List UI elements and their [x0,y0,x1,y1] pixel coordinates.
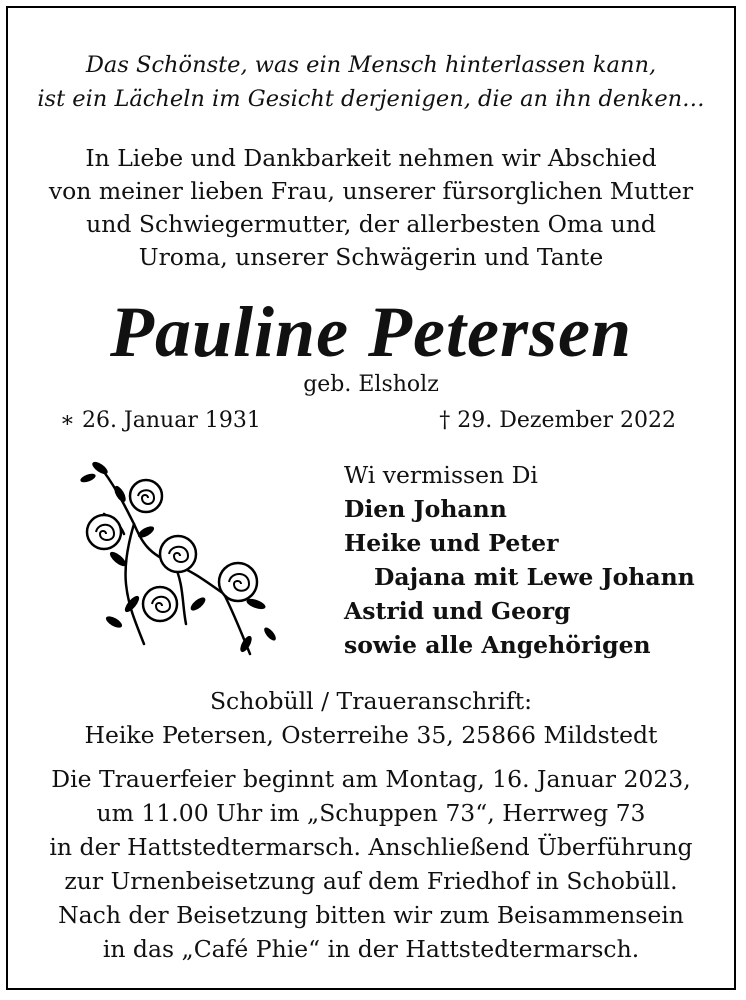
rose-branch-icon [74,454,284,664]
farewell-intro [8,142,734,274]
intro-line: In Liebe und Dankbarkeit nehmen wir Abschied [85,144,657,172]
family-signatures [344,458,695,662]
ceremony-line: zur Urnenbeisetzung auf dem Friedhof in Schobüll. [64,867,678,895]
birth-date: ∗ 26. Januar 1931 [60,408,261,433]
motto-quote [8,48,734,116]
obituary-notice [6,6,736,990]
family-member: sowie alle Angehörigen [344,631,651,659]
ceremony-line: Die Trauerfeier beginnt am Montag, 16. Januar 2023, [51,765,691,793]
family-member: Dajana mit Lewe Johann [374,563,695,591]
funeral-details [8,762,734,898]
intro-line: von meiner lieben Frau, unserer fürsorglichen Mutter [48,177,694,205]
mourning-address [8,684,734,752]
gathering-details [8,898,734,966]
gathering-line: in das „Café Phie“ in der Hattstedtermarsch. [102,935,640,963]
family-heading: Wi vermissen Di [344,461,538,489]
motto-line: ist ein Lächeln im Gesicht derjenigen, die an ihn denken… [37,86,705,112]
family-member: Heike und Peter [344,529,559,557]
address-line: Schobüll / Traueranschrift: [209,687,533,715]
family-member: Dien Johann [344,495,507,523]
family-member: Astrid und Georg [344,597,571,625]
ceremony-line: in der Hattstedtermarsch. Anschließend Überführung [49,833,693,861]
death-date: † 29. Dezember 2022 [439,408,676,433]
address-line: Heike Petersen, Osterreihe 35, 25866 Mildstedt [84,721,658,749]
gathering-line: Nach der Beisetzung bitten wir zum Beisammensein [58,901,684,929]
intro-line: Uroma, unserer Schwägerin und Tante [138,243,604,271]
ceremony-line: um 11.00 Uhr im „Schuppen 73“, Herrweg 73 [96,799,646,827]
deceased-name: Pauline Petersen [110,292,632,372]
maiden-name: geb. Elsholz [303,372,439,397]
intro-line: und Schwiegermutter, der allerbesten Oma und [86,210,656,238]
motto-line: Das Schönste, was ein Mensch hinterlassen kann, [85,52,657,78]
